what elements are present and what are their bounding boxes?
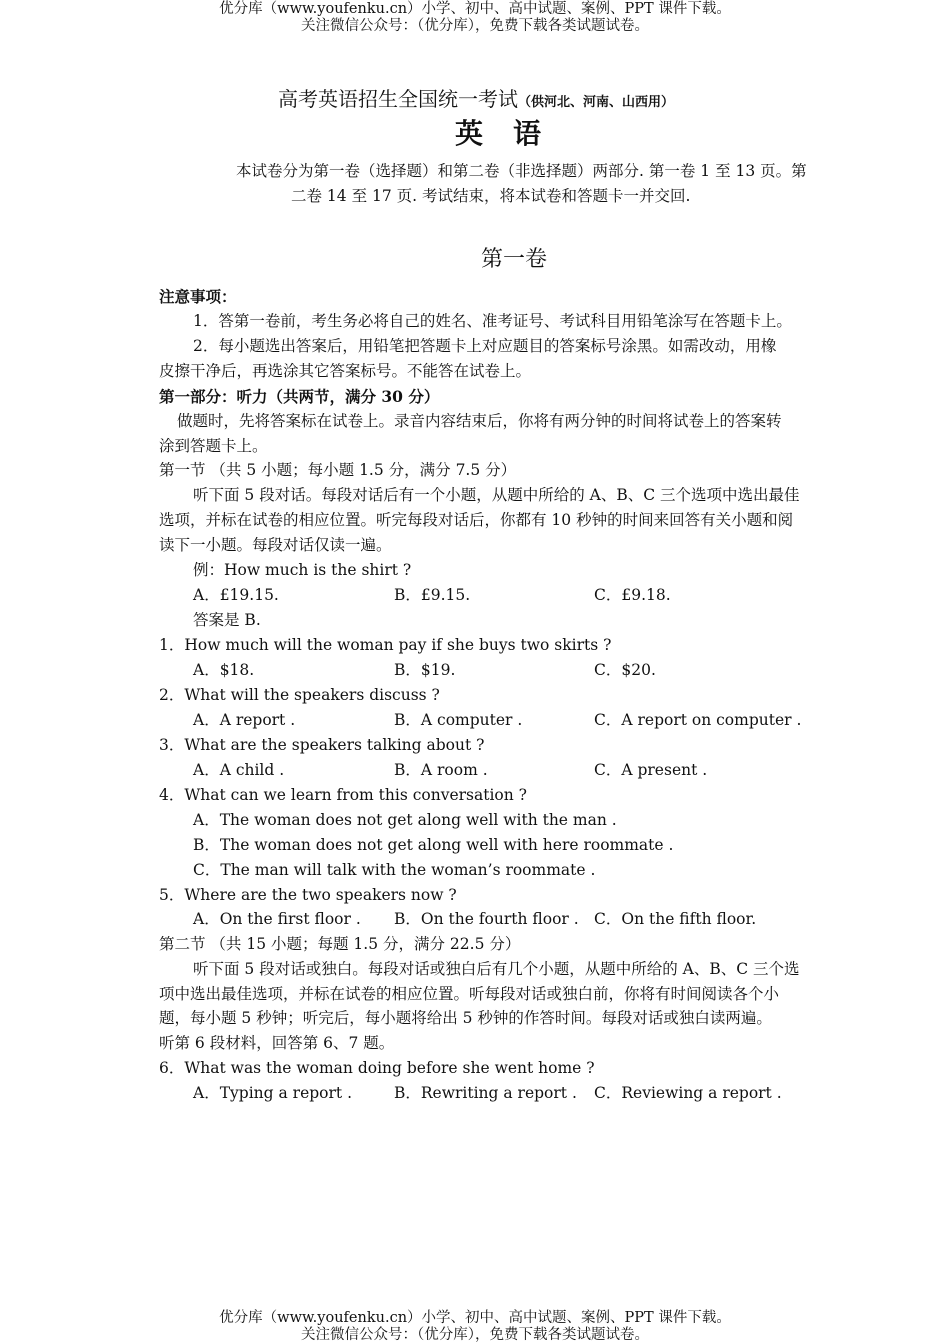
question-2-stem: 2．What will the speakers discuss ? xyxy=(159,686,440,704)
section2-heading: 第二节 （共 15 小题；每题 1.5 分，满分 22.5 分） xyxy=(159,935,521,953)
question-3-option-b: B．A room . xyxy=(394,761,488,779)
section2-material: 听第 6 段材料，回答第 6、7 题。 xyxy=(159,1034,395,1052)
question-4-stem: 4．What can we learn from this conversation ? xyxy=(159,786,527,804)
section1-para-2: 选项，并标在试卷的相应位置。听完每段对话后，你都有 10 秒钟的时间来回答有关小题和阅 xyxy=(159,511,794,529)
header-line-2: 关注微信公众号：（优分库），免费下载各类试题试卷。 xyxy=(301,18,649,34)
question-5-option-a: A．On the first floor . xyxy=(193,910,361,928)
intro-line-1: 本试卷分为第一卷（选择题）和第二卷（非选择题）两部分. 第一卷 1 至 13 页。第 xyxy=(236,162,807,180)
header-line-1: 优分库（www.youfenku.cn）小学、初中、高中试题、案例、PPT 课件下载。 xyxy=(219,1,731,17)
example-option-c: C．£9.18. xyxy=(594,586,671,604)
question-6-option-b: B．Rewriting a report . xyxy=(394,1084,577,1102)
section2-para-3: 题，每小题 5 秒钟；听完后，每小题将给出 5 秒钟的作答时间。每段对话或独白读两遍。 xyxy=(159,1009,772,1027)
question-6-option-a: A．Typing a report . xyxy=(193,1084,352,1102)
part1-intro-2: 涂到答题卡上。 xyxy=(159,437,268,455)
question-2-option-a: A．A report . xyxy=(193,711,296,729)
question-3-stem: 3．What are the speakers talking about ? xyxy=(159,736,485,754)
part1-heading: 第一部分：听力（共两节，满分 30 分） xyxy=(159,387,440,406)
example-answer: 答案是 B. xyxy=(193,611,261,629)
question-3-option-c: C．A present . xyxy=(594,761,708,779)
question-5-stem: 5．Where are the two speakers now ? xyxy=(159,886,457,904)
notes-item-2b: 皮擦干净后，再选涂其它答案标号。不能答在试卷上。 xyxy=(159,362,532,380)
question-3-option-a: A．A child . xyxy=(193,761,285,779)
question-5-option-b: B．On the fourth floor . xyxy=(394,910,579,928)
exam-title-main: 高考英语招生全国统一考试 xyxy=(278,87,518,111)
question-1-option-c: C．$20. xyxy=(594,661,656,679)
section1-para-1: 听下面 5 段对话。每段对话后有一个小题，从题中所给的 A、B、C 三个选项中选出最佳 xyxy=(193,486,800,504)
question-5-option-c: C．On the fifth floor. xyxy=(594,910,757,928)
footer-line-2: 关注微信公众号：（优分库），免费下载各类试题试卷。 xyxy=(301,1327,649,1343)
question-4-option-a: A．The woman does not get along well with the man . xyxy=(193,811,617,829)
subject-title: 英语 xyxy=(455,117,572,150)
question-1-option-b: B．$19. xyxy=(394,661,456,679)
intro-line-2: 二卷 14 至 17 页. 考试结束，将本试卷和答题卡一并交回. xyxy=(291,187,691,205)
notes-heading: 注意事项： xyxy=(159,287,237,306)
notes-item-2a: 2．每小题选出答案后，用铅笔把答题卡上对应题目的答案标号涂黑。如需改动，用橡 xyxy=(193,337,777,355)
exam-title xyxy=(278,86,674,116)
exam-title-note: （供河北、河南、山西用） xyxy=(518,95,675,110)
question-2-option-c: C．A report on computer . xyxy=(594,711,802,729)
section1-para-3: 读下一小题。每段对话仅读一遍。 xyxy=(159,536,392,554)
question-6-stem: 6．What was the woman doing before she went home ? xyxy=(159,1059,595,1077)
volume-title: 第一卷 xyxy=(481,247,548,272)
footer-line-1: 优分库（www.youfenku.cn）小学、初中、高中试题、案例、PPT 课件下载。 xyxy=(219,1310,731,1326)
question-1-option-a: A．$18. xyxy=(193,661,255,679)
question-4-option-c: C．The man will talk with the woman’s roommate . xyxy=(193,861,596,879)
question-4-option-b: B．The woman does not get along well with here roommate . xyxy=(193,836,674,854)
question-6-option-c: C．Reviewing a report . xyxy=(594,1084,782,1102)
section2-para-1: 听下面 5 段对话或独白。每段对话或独白后有几个小题，从题中所给的 A、B、C 三个选 xyxy=(193,960,800,978)
section2-para-2: 项中选出最佳选项，并标在试卷的相应位置。听每段对话或独白前，你将有时间阅读各个小 xyxy=(159,985,780,1003)
notes-item-1: 1．答第一卷前，考生务必将自己的姓名、准考证号、考试科目用铅笔涂写在答题卡上。 xyxy=(193,312,792,330)
question-1-stem: 1．How much will the woman pay if she buys two skirts ? xyxy=(159,636,612,654)
example-option-a: A．£19.15. xyxy=(193,586,279,604)
question-2-option-b: B．A computer . xyxy=(394,711,523,729)
example-option-b: B．£9.15. xyxy=(394,586,471,604)
section1-heading: 第一节 （共 5 小题；每小题 1.5 分，满分 7.5 分） xyxy=(159,461,517,479)
example-stem: 例：How much is the shirt ? xyxy=(193,561,412,579)
part1-intro-1: 做题时，先将答案标在试卷上。录音内容结束后，你将有两分钟的时间将试卷上的答案转 xyxy=(177,412,782,430)
